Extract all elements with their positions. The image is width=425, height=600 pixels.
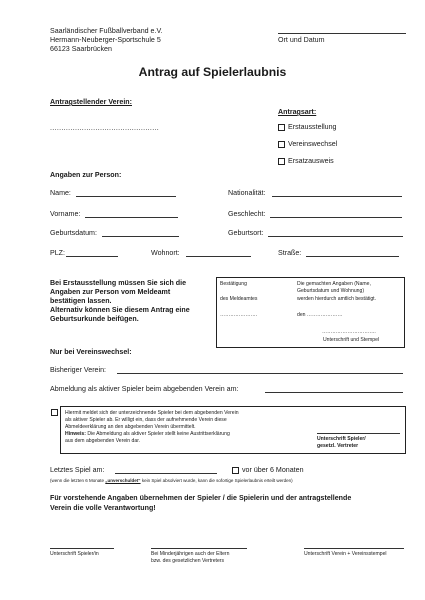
first-issue-note-5: Geburtsurkunde beifügen.	[50, 315, 139, 323]
transfer-heading: Nur bei Vereinswechsel:	[50, 348, 132, 356]
consent-hint-text: Die Abmeldung als aktiver Spieler stellt keine Austrittserklärung	[85, 431, 230, 437]
consent-text-1: Hiermit meldet sich der unterzeichnende Spieler bei dem abgebenden Verein	[65, 410, 239, 416]
consent-signature-line[interactable]	[317, 433, 400, 434]
registry-statement-2: Geburtsdatum und Wohnung)	[297, 288, 365, 294]
previous-club-field[interactable]	[117, 373, 403, 374]
first-issue-note-4: Alternativ können Sie diesem Antrag eine	[50, 306, 190, 314]
registry-statement-1: Die gemachten Angaben (Name,	[297, 281, 371, 287]
place-date-label: Ort und Datum	[278, 36, 325, 44]
club-signature-line[interactable]	[304, 548, 404, 549]
last-game-field[interactable]	[115, 473, 217, 474]
club-name-field[interactable]: ................................................	[50, 124, 160, 132]
parents-signature-label-2: bzw. des gesetzlichen Vertreters	[151, 558, 225, 564]
birth-date-field[interactable]	[102, 236, 179, 237]
gender-label: Geschlecht:	[228, 210, 266, 218]
last-game-note-bold: „unverschuldet“	[105, 478, 141, 483]
responsibility-line-2: Verein die volle Verantwortung!	[50, 504, 156, 512]
birth-date-label: Geburtsdatum:	[50, 229, 97, 237]
registry-date[interactable]: den …………………	[297, 312, 343, 318]
zip-field[interactable]	[66, 256, 118, 257]
registry-signature-label: Unterschrift und Stempel	[323, 337, 380, 343]
option-first-issue-label: Erstausstellung	[288, 123, 337, 131]
registry-confirm-label-2: des Meldeamtes	[220, 296, 258, 302]
option-replacement-label: Ersatzausweis	[288, 157, 334, 165]
zip-label: PLZ:	[50, 249, 65, 257]
previous-club-label: Bisheriger Verein:	[50, 366, 106, 374]
name-field[interactable]	[76, 196, 176, 197]
city-field[interactable]	[186, 256, 251, 257]
first-issue-note-2: Angaben zur Person vom Meldeamt	[50, 288, 171, 296]
player-signature-line[interactable]	[50, 548, 114, 549]
registry-signature-dots[interactable]: …………………………..	[322, 329, 376, 335]
deregistration-label: Abmeldung als aktiver Spieler beim abgebenden Verein am:	[50, 385, 239, 393]
checkbox-transfer[interactable]	[278, 141, 285, 148]
checkbox-first-issue[interactable]	[278, 124, 285, 131]
person-heading: Angaben zur Person:	[50, 171, 122, 179]
consent-text-2: als aktiver Spieler ab. Er willigt ein, dass der aufnehmende Verein diese	[65, 417, 227, 423]
place-date-line[interactable]	[278, 33, 406, 34]
city-label: Wohnort:	[151, 249, 180, 257]
name-label: Name:	[50, 189, 71, 197]
org-name: Saarländischer Fußballverband e.V.	[50, 27, 163, 35]
parents-signature-label-1: Bei Minderjährigen auch der Eltern	[151, 551, 230, 557]
birth-place-label: Geburtsort:	[228, 229, 264, 237]
club-heading: Antragstellender Verein:	[50, 98, 132, 106]
checkbox-replacement[interactable]	[278, 158, 285, 165]
street-field[interactable]	[306, 256, 399, 257]
nationality-label: Nationalität:	[228, 189, 266, 197]
last-game-label: Letztes Spiel am:	[50, 466, 105, 474]
org-city: 66123 Saarbrücken	[50, 45, 112, 53]
parents-signature-line[interactable]	[151, 548, 247, 549]
birth-place-field[interactable]	[268, 236, 403, 237]
first-name-field[interactable]	[85, 217, 178, 218]
first-issue-note-3: bestätigen lassen.	[50, 297, 112, 305]
club-signature-label: Unterschrift Verein + Vereinsstempel	[304, 551, 387, 557]
responsibility-line-1: Für vorstehende Angaben übernehmen der Spieler / die Spielerin und der antragstellende	[50, 494, 352, 502]
gender-field[interactable]	[270, 217, 402, 218]
checkbox-over-6-months[interactable]	[232, 467, 239, 474]
org-street: Hermann-Neuberger-Sportschule 5	[50, 36, 161, 44]
consent-hint-label: Hinweis:	[65, 431, 86, 437]
over-6-months-label: vor über 6 Monaten	[242, 466, 304, 474]
consent-text-5: aus dem abgebenden Verein dar.	[65, 438, 141, 444]
last-game-note-pre: (wenn die letzten 6 Monate	[50, 478, 106, 483]
registry-statement-3: werden hierdurch amtlich bestätigt.	[297, 296, 376, 302]
checkbox-consent[interactable]	[51, 409, 58, 416]
consent-signature-label-1: Unterschrift Spieler/	[317, 436, 366, 442]
deregistration-date-field[interactable]	[265, 392, 403, 393]
player-signature-label: Unterschrift Spieler/in	[50, 551, 99, 557]
consent-text-3: Abmeldeerklärung an den abgebenden Verein übermittelt.	[65, 424, 196, 430]
last-game-note-post: kein Spiel absolviert wurde, kann die sofortige Spielerlaubnis erteilt werden)	[140, 478, 293, 483]
first-issue-note-1: Bei Erstausstellung müssen Sie sich die	[50, 279, 187, 287]
registry-confirm-label-1: Bestätigung	[220, 281, 247, 287]
last-game-note	[50, 478, 293, 483]
request-type-heading: Antragsart:	[278, 108, 317, 116]
consent-text-4	[65, 431, 230, 437]
consent-signature-label-2: gesetzl. Vertreter	[317, 443, 359, 449]
first-name-label: Vorname:	[50, 210, 81, 218]
street-label: Straße:	[278, 249, 302, 257]
registry-confirm-dots: ………………….	[220, 312, 258, 318]
option-transfer-label: Vereinswechsel	[288, 140, 338, 148]
nationality-field[interactable]	[272, 196, 402, 197]
page-title: Antrag auf Spielerlaubnis	[138, 65, 287, 79]
